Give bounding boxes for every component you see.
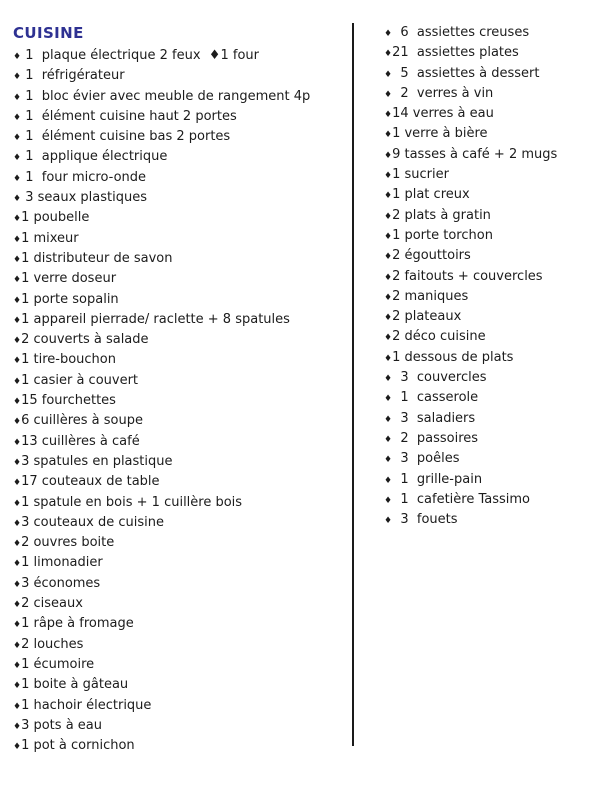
list-item-text: 1 verre à bière <box>392 126 488 142</box>
list-item-text: 2 plats à gratin <box>392 207 491 223</box>
list-item-text: 21 assiettes plates <box>392 45 519 61</box>
bullet-diamond-icon: ♦ <box>384 49 393 60</box>
list-item-text: 2 plateaux <box>392 309 462 325</box>
list-item <box>384 327 604 347</box>
list-item <box>384 145 604 165</box>
list-item-text: 1 casserole <box>392 390 479 406</box>
list-item <box>13 229 351 249</box>
bullet-diamond-icon: ♦ <box>13 620 22 631</box>
bullet-diamond-icon: ♦ <box>13 112 22 123</box>
list-item <box>13 472 351 492</box>
bullet-diamond-icon: ♦ <box>384 333 393 344</box>
list-item <box>13 736 351 756</box>
list-item-text: 1 tire-bouchon <box>21 352 116 368</box>
bullet-diamond-icon: ♦ <box>384 171 393 182</box>
bullet-diamond-icon: ♦ <box>384 414 393 425</box>
list-item-text: 2 ouvres boite <box>21 535 115 551</box>
bullet-diamond-icon: ♦ <box>13 417 22 428</box>
list-item <box>384 388 604 408</box>
bullet-diamond-icon: ♦ <box>384 110 393 121</box>
list-item <box>13 716 351 736</box>
list-item <box>13 635 351 655</box>
list-item <box>13 127 351 147</box>
bullet-diamond-icon: ♦ <box>13 701 22 712</box>
list-item-text: 1 porte sopalin <box>21 291 119 307</box>
bullet-diamond-icon: ♦ <box>384 69 393 80</box>
left-item-list <box>13 46 351 756</box>
page-title: CUISINE <box>13 24 84 42</box>
list-item-text: 1 plat creux <box>392 187 470 203</box>
bullet-diamond-icon: ♦ <box>384 516 393 527</box>
list-item-text: 1 réfrigérateur <box>21 68 125 84</box>
bullet-diamond-icon: ♦ <box>384 272 393 283</box>
list-item-text: 3 seaux plastiques <box>21 190 147 206</box>
list-item <box>13 46 351 66</box>
list-item <box>13 269 351 289</box>
bullet-diamond-icon: ♦ <box>384 252 393 263</box>
list-item-text: 1 mixeur <box>21 230 79 246</box>
list-item-text: 1 porte torchon <box>392 227 493 243</box>
list-item <box>384 23 604 43</box>
bullet-diamond-icon: ♦ <box>13 742 22 753</box>
list-item-text: 1 élément cuisine bas 2 portes <box>21 129 231 145</box>
bullet-diamond-icon: ♦ <box>13 72 22 83</box>
bullet-diamond-icon: ♦ <box>13 234 22 245</box>
list-item <box>384 267 604 287</box>
list-item <box>13 350 351 370</box>
bullet-diamond-icon: ♦ <box>384 211 393 222</box>
list-item-text: 1 dessous de plats <box>392 349 514 365</box>
list-item-text: 1 sucrier <box>392 167 449 183</box>
bullet-diamond-icon: ♦ <box>13 173 22 184</box>
list-item <box>13 310 351 330</box>
bullet-diamond-icon: ♦ <box>384 495 393 506</box>
list-item <box>13 614 351 634</box>
list-item <box>13 493 351 513</box>
list-item <box>13 696 351 716</box>
list-item <box>13 188 351 208</box>
list-item <box>13 147 351 167</box>
list-item <box>384 165 604 185</box>
list-item <box>384 409 604 429</box>
list-item-text: 1 spatule en bois + 1 cuillère bois <box>21 494 243 510</box>
list-item-text: 3 spatules en plastique <box>21 453 173 469</box>
bullet-diamond-icon: ♦ <box>13 92 22 103</box>
list-item-text: 14 verres à eau <box>392 106 494 122</box>
list-item <box>384 510 604 530</box>
list-item-text: 1 hachoir électrique <box>21 697 152 713</box>
list-item-text: 3 couvercles <box>392 370 487 386</box>
list-item <box>384 368 604 388</box>
bullet-diamond-icon: ♦ <box>384 434 393 445</box>
list-item <box>384 226 604 246</box>
list-item-text: 6 cuillères à soupe <box>21 413 143 429</box>
bullet-diamond-icon: ♦ <box>13 397 22 408</box>
list-item <box>13 330 351 350</box>
list-item <box>384 185 604 205</box>
list-item-text: 1 casier à couvert <box>21 372 139 388</box>
bullet-diamond-icon: ♦ <box>384 231 393 242</box>
bullet-diamond-icon: ♦ <box>384 29 393 39</box>
bullet-diamond-icon: ♦ <box>384 353 393 364</box>
list-item <box>13 452 351 472</box>
list-item <box>13 675 351 695</box>
left-column <box>13 24 351 756</box>
column-divider-line <box>352 23 354 746</box>
list-item <box>13 208 351 228</box>
list-item-text: 3 couteaux de cuisine <box>21 514 164 530</box>
bullet-diamond-icon: ♦ <box>13 600 22 611</box>
bullet-diamond-icon: ♦ <box>384 89 393 100</box>
bullet-diamond-icon: ♦ <box>384 191 393 202</box>
bullet-diamond-icon: ♦ <box>13 498 22 509</box>
list-item <box>384 470 604 490</box>
bullet-diamond-icon: ♦ <box>13 133 22 144</box>
list-item <box>384 287 604 307</box>
list-item <box>384 84 604 104</box>
bullet-diamond-icon: ♦ <box>384 475 393 486</box>
bullet-diamond-icon: ♦ <box>13 721 22 732</box>
bullet-diamond-icon: ♦ <box>13 457 22 468</box>
bullet-diamond-icon: ♦ <box>13 559 22 570</box>
list-item <box>13 553 351 573</box>
list-item <box>13 168 351 188</box>
bullet-diamond-icon: ♦ <box>13 275 22 286</box>
bullet-diamond-icon: ♦ <box>13 478 22 489</box>
list-item-text: 2 faitouts + couvercles <box>392 268 543 284</box>
list-item <box>384 348 604 368</box>
bullet-diamond-icon: ♦ <box>13 437 22 448</box>
list-item-text: 9 tasses à café + 2 mugs <box>392 146 558 162</box>
list-item-text: 1 cafetière Tassimo <box>392 491 530 507</box>
list-item-text: 1 appareil pierrade/ raclette + 8 spatules <box>21 311 290 327</box>
bullet-diamond-icon: ♦ <box>13 254 22 265</box>
bullet-diamond-icon: ♦ <box>13 640 22 651</box>
list-item <box>384 104 604 124</box>
bullet-diamond-icon: ♦ <box>13 376 22 387</box>
bullet-diamond-icon: ♦ <box>13 295 22 306</box>
list-item <box>13 594 351 614</box>
list-item <box>13 655 351 675</box>
list-item-text: 3 fouets <box>392 512 458 528</box>
bullet-diamond-icon: ♦ <box>384 130 393 141</box>
bullet-diamond-icon: ♦ <box>384 150 393 161</box>
list-item <box>13 513 351 533</box>
list-item-text: 2 maniques <box>392 288 469 304</box>
list-item-text: 2 verres à vin <box>392 85 494 101</box>
bullet-diamond-icon: ♦ <box>13 194 22 205</box>
list-item <box>384 64 604 84</box>
list-item-text: 5 assiettes à dessert <box>392 65 540 81</box>
list-item-text: 2 ciseaux <box>21 596 83 612</box>
bullet-diamond-icon: ♦ <box>13 336 22 347</box>
list-item <box>384 124 604 144</box>
list-item-text: 1 poubelle <box>21 210 90 226</box>
list-item <box>13 391 351 411</box>
bullet-diamond-icon: ♦ <box>13 153 22 164</box>
list-item <box>13 290 351 310</box>
list-item-text: 1 applique électrique <box>21 149 168 165</box>
bullet-diamond-icon: ♦ <box>384 292 393 303</box>
list-item <box>13 107 351 127</box>
bullet-diamond-icon: ♦ <box>13 539 22 550</box>
list-item-text: 2 louches <box>21 636 84 652</box>
list-item-text: 3 poêles <box>392 451 460 467</box>
list-item-text: 1 verre doseur <box>21 271 117 287</box>
list-item-text: 2 déco cuisine <box>392 329 486 345</box>
bullet-diamond-icon: ♦ <box>13 315 22 326</box>
bullet-diamond-icon: ♦ <box>13 660 22 671</box>
bullet-diamond-icon: ♦ <box>13 356 22 367</box>
list-item-text: 2 passoires <box>392 430 479 446</box>
list-item <box>384 449 604 469</box>
list-item-text: 1 pot à cornichon <box>21 738 135 754</box>
list-item <box>384 246 604 266</box>
bullet-diamond-icon: ♦ <box>13 52 22 62</box>
list-item <box>13 533 351 553</box>
list-item <box>13 87 351 107</box>
list-item-text: 6 assiettes creuses <box>392 25 530 40</box>
list-item-text: 1 limonadier <box>21 555 103 571</box>
list-item-text: 1 écumoire <box>21 656 95 672</box>
list-item-text: 1 élément cuisine haut 2 portes <box>21 108 237 124</box>
list-item-text: 1 bloc évier avec meuble de rangement 4p <box>21 88 311 104</box>
bullet-diamond-icon: ♦ <box>13 518 22 529</box>
list-item-text: 2 égouttoirs <box>392 248 471 264</box>
list-item <box>384 43 604 63</box>
bullet-diamond-icon: ♦ <box>384 313 393 324</box>
list-item-text: 1 four micro-onde <box>21 169 147 185</box>
list-item <box>13 371 351 391</box>
bullet-diamond-icon: ♦ <box>384 374 393 385</box>
list-item-text: 1 plaque électrique 2 feux ♦1 four <box>21 48 259 63</box>
list-item <box>384 307 604 327</box>
list-item <box>13 249 351 269</box>
list-item <box>13 574 351 594</box>
list-item-text: 2 couverts à salade <box>21 332 149 348</box>
list-item <box>384 206 604 226</box>
list-item-text: 1 grille-pain <box>392 471 483 487</box>
bullet-diamond-icon: ♦ <box>384 455 393 466</box>
bullet-diamond-icon: ♦ <box>13 214 22 225</box>
list-item-text: 17 couteaux de table <box>21 474 160 490</box>
list-item-text: 1 distributeur de savon <box>21 250 173 266</box>
list-item <box>384 429 604 449</box>
list-item-text: 15 fourchettes <box>21 393 116 409</box>
list-item-text: 3 économes <box>21 575 101 591</box>
list-item-text: 3 pots à eau <box>21 717 102 733</box>
right-item-list <box>384 23 604 530</box>
list-item-text: 3 saladiers <box>392 410 476 426</box>
list-item-text: 13 cuillères à café <box>21 433 140 449</box>
list-item <box>13 432 351 452</box>
bullet-diamond-icon: ♦ <box>384 394 393 405</box>
bullet-diamond-icon: ♦ <box>13 681 22 692</box>
right-column <box>384 23 604 530</box>
list-item <box>13 411 351 431</box>
bullet-diamond-icon: ♦ <box>13 579 22 590</box>
list-item <box>13 66 351 86</box>
list-item-text: 1 boite à gâteau <box>21 677 129 693</box>
list-item <box>384 490 604 510</box>
list-item-text: 1 râpe à fromage <box>21 616 134 632</box>
